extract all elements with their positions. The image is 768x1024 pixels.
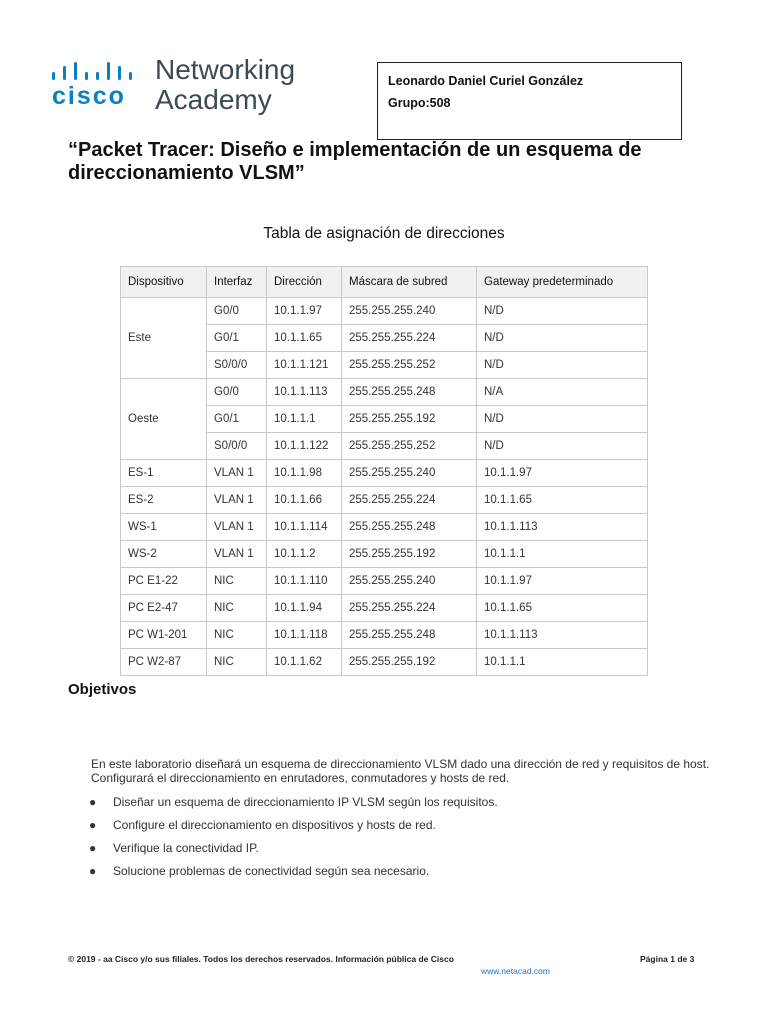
cell-gateway: 10.1.1.65: [477, 487, 648, 514]
list-item-text: Solucione problemas de conectividad según sea necesario.: [113, 864, 430, 878]
cell-address: 10.1.1.65: [267, 325, 342, 352]
table-row: [121, 595, 648, 622]
cell-device: Este: [121, 298, 207, 379]
logo-academy-text: Academy: [155, 84, 272, 115]
cell-interface: S0/0/0: [207, 433, 267, 460]
cell-interface: VLAN 1: [207, 487, 267, 514]
cell-address: 10.1.1.121: [267, 352, 342, 379]
cell-interface: G0/0: [207, 298, 267, 325]
cell-mask: 255.255.255.248: [342, 622, 477, 649]
cell-mask: 255.255.255.248: [342, 514, 477, 541]
column-header: Gateway predeterminado: [477, 267, 648, 298]
cell-mask: 255.255.255.240: [342, 298, 477, 325]
bullet-icon: ●: [89, 864, 97, 878]
cell-interface: G0/1: [207, 325, 267, 352]
cell-address: 10.1.1.1: [267, 406, 342, 433]
table-row: [121, 379, 648, 406]
bullet-icon: ●: [89, 795, 97, 809]
cell-gateway: 10.1.1.65: [477, 595, 648, 622]
objectives-list: [88, 795, 498, 887]
bullet-icon: ●: [89, 841, 97, 855]
cell-gateway: 10.1.1.1: [477, 541, 648, 568]
list-item-text: Verifique la conectividad IP.: [113, 841, 259, 855]
bullet-icon: ●: [89, 818, 97, 832]
cell-device: PC W1-201: [121, 622, 207, 649]
table-row: [121, 568, 648, 595]
cell-mask: 255.255.255.224: [342, 595, 477, 622]
table-row: [121, 514, 648, 541]
logo-networking-text: Networking: [155, 54, 296, 85]
objectives-intro: En este laboratorio diseñará un esquema de direccionamiento VLSM dado una dirección de red y requisitos de host. Configurará el direccionamiento en enrutadores, conmutadores y hosts de red.: [91, 757, 710, 785]
cell-mask: 255.255.255.224: [342, 487, 477, 514]
table-row: [121, 622, 648, 649]
cell-interface: VLAN 1: [207, 541, 267, 568]
cell-gateway: 10.1.1.113: [477, 514, 648, 541]
cell-address: 10.1.1.97: [267, 298, 342, 325]
cell-device: PC E1-22: [121, 568, 207, 595]
cell-interface: VLAN 1: [207, 460, 267, 487]
cell-mask: 255.255.255.240: [342, 460, 477, 487]
footer-page-number: Página 1 de 3: [640, 954, 695, 964]
cisco-networking-academy-logo: [52, 54, 312, 118]
cell-gateway: 10.1.1.97: [477, 568, 648, 595]
cell-address: 10.1.1.114: [267, 514, 342, 541]
cell-device: PC E2-47: [121, 595, 207, 622]
table-row: [121, 298, 648, 325]
column-header: Interfaz: [207, 267, 267, 298]
cell-interface: NIC: [207, 622, 267, 649]
cell-gateway: N/D: [477, 433, 648, 460]
cell-mask: 255.255.255.240: [342, 568, 477, 595]
cell-mask: 255.255.255.252: [342, 352, 477, 379]
column-header: Dirección: [267, 267, 342, 298]
list-item: [88, 841, 498, 864]
cell-mask: 255.255.255.224: [342, 325, 477, 352]
list-item-text: Diseñar un esquema de direccionamiento IP VLSM según los requisitos.: [113, 795, 498, 809]
table-row: [121, 541, 648, 568]
cell-interface: NIC: [207, 568, 267, 595]
cell-address: 10.1.1.110: [267, 568, 342, 595]
cell-device: WS-1: [121, 514, 207, 541]
footer-copyright: © 2019 - aa Cisco y/o sus filiales. Todos los derechos reservados. Información pública de Cisco: [68, 954, 454, 964]
cell-interface: G0/0: [207, 379, 267, 406]
student-info-box: [377, 62, 682, 140]
table-title: Tabla de asignación de direcciones: [263, 225, 505, 242]
cisco-wordmark: cisco: [52, 82, 126, 110]
cell-gateway: N/A: [477, 379, 648, 406]
cell-address: 10.1.1.113: [267, 379, 342, 406]
cell-mask: 255.255.255.192: [342, 406, 477, 433]
cell-gateway: 10.1.1.113: [477, 622, 648, 649]
cell-gateway: N/D: [477, 406, 648, 433]
cell-gateway: 10.1.1.97: [477, 460, 648, 487]
cell-interface: NIC: [207, 595, 267, 622]
cell-address: 10.1.1.122: [267, 433, 342, 460]
cell-device: ES-1: [121, 460, 207, 487]
table-row: [121, 649, 648, 676]
column-header: Máscara de subred: [342, 267, 477, 298]
cell-device: Oeste: [121, 379, 207, 460]
cell-address: 10.1.1.2: [267, 541, 342, 568]
cell-address: 10.1.1.62: [267, 649, 342, 676]
cell-mask: 255.255.255.252: [342, 433, 477, 460]
footer-link[interactable]: www.netacad.com: [481, 966, 550, 976]
cisco-bars-icon: [52, 62, 144, 84]
cell-address: 10.1.1.118: [267, 622, 342, 649]
table-body: [121, 298, 648, 676]
cell-interface: VLAN 1: [207, 514, 267, 541]
cell-gateway: N/D: [477, 352, 648, 379]
list-item-text: Configure el direccionamiento en dispositivos y hosts de red.: [113, 818, 436, 832]
table-row: [121, 487, 648, 514]
list-item: [88, 795, 498, 818]
cell-mask: 255.255.255.192: [342, 649, 477, 676]
cell-address: 10.1.1.66: [267, 487, 342, 514]
cell-address: 10.1.1.94: [267, 595, 342, 622]
address-table: [120, 266, 648, 676]
cell-mask: 255.255.255.192: [342, 541, 477, 568]
cell-interface: S0/0/0: [207, 352, 267, 379]
document-title: “Packet Tracer: Diseño e implementación de un esquema de direccionamiento VLSM”: [68, 139, 642, 184]
cell-address: 10.1.1.98: [267, 460, 342, 487]
cell-device: ES-2: [121, 487, 207, 514]
column-header: Dispositivo: [121, 267, 207, 298]
cell-interface: NIC: [207, 649, 267, 676]
cell-device: PC W2-87: [121, 649, 207, 676]
list-item: [88, 864, 498, 887]
cell-device: WS-2: [121, 541, 207, 568]
cell-gateway: N/D: [477, 298, 648, 325]
student-group: Grupo:508: [388, 96, 451, 110]
cell-gateway: 10.1.1.1: [477, 649, 648, 676]
table-header-row: [121, 267, 648, 298]
cell-mask: 255.255.255.248: [342, 379, 477, 406]
cell-gateway: N/D: [477, 325, 648, 352]
student-name: Leonardo Daniel Curiel González: [388, 74, 584, 88]
list-item: [88, 818, 498, 841]
cell-interface: G0/1: [207, 406, 267, 433]
table-row: [121, 460, 648, 487]
objectives-heading: Objetivos: [68, 681, 137, 698]
